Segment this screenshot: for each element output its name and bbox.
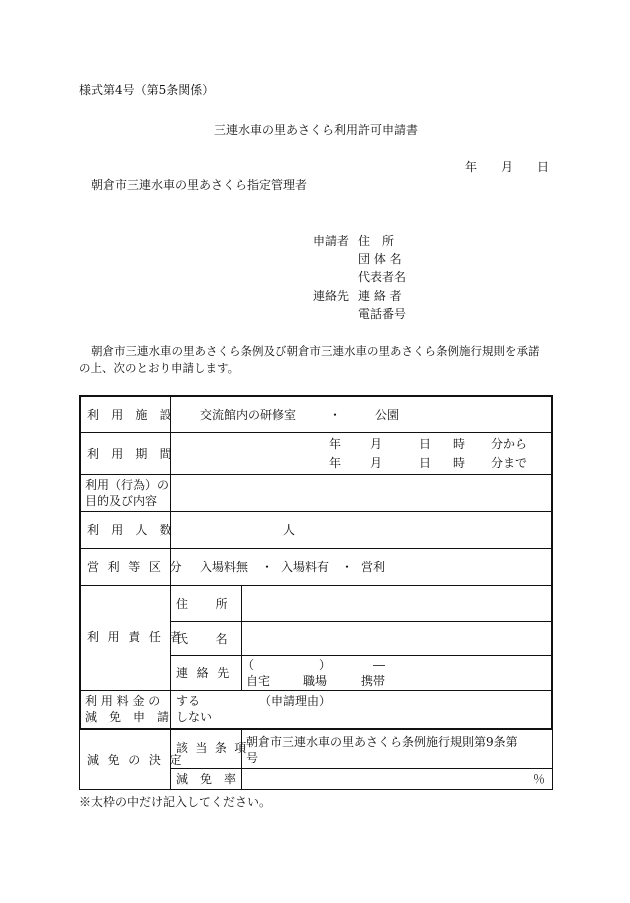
date-month: 月 xyxy=(501,160,514,174)
phone-label: 電話番号 xyxy=(358,307,407,321)
purpose-input[interactable] xyxy=(175,479,547,507)
clause-label: 該 当 条 項 xyxy=(176,741,249,755)
facility-separator: ・ xyxy=(329,408,342,422)
decision-label: 減 免 の 決 定 xyxy=(87,753,184,767)
phone-paren-open: （ xyxy=(242,658,255,672)
purpose-label-2: 目的及び内容 xyxy=(85,494,158,508)
category-separator-2: ・ xyxy=(341,560,354,574)
fee-reduction-reason: （申請理由） xyxy=(259,694,332,708)
period-from-year: 年 xyxy=(329,437,342,451)
responsible-contact-label: 連 絡 先 xyxy=(176,666,232,680)
fee-reduction-no[interactable]: しない xyxy=(176,710,213,724)
applicant-address-label: 住 所 xyxy=(358,234,395,248)
period-from-day: 日 xyxy=(419,437,432,451)
period-to-day: 日 xyxy=(419,456,432,470)
phone-paren-close: ） xyxy=(319,658,332,672)
facility-option-park[interactable]: 公園 xyxy=(375,408,400,422)
application-form-table xyxy=(79,395,553,790)
clause-text-2: 号 xyxy=(246,751,259,765)
form-number: 様式第4号（第5条関係） xyxy=(79,83,215,97)
intro-line-1: 朝倉市三連水車の里あさくら条例及び朝倉市三連水車の里あさくら条例施行規則を承諾 xyxy=(91,344,540,358)
period-from-min: 分から xyxy=(491,437,528,451)
date-day: 日 xyxy=(537,160,550,174)
category-option-free[interactable]: 入場料無 xyxy=(200,560,249,574)
footnote: ※太枠の中だけ記入してください。 xyxy=(79,795,272,809)
period-to-month: 月 xyxy=(370,456,383,470)
document-title: 三連水車の里あさくら利用許可申請書 xyxy=(214,123,419,137)
applicant-label: 申請者 xyxy=(313,234,350,248)
purpose-label-1: 利用（行為）の xyxy=(85,478,170,492)
applicant-org-label: 団 体 名 xyxy=(358,252,402,266)
people-unit: 人 xyxy=(283,523,296,537)
responsible-address-label: 住 所 xyxy=(176,597,229,611)
rate-label: 減 免 率 xyxy=(176,772,237,786)
fee-reduction-label-2: 減 免 申 請 xyxy=(85,710,170,724)
period-to-hour: 時 xyxy=(453,456,466,470)
phone-type-mobile[interactable]: 携帯 xyxy=(361,674,386,688)
phone-type-home[interactable]: 自宅 xyxy=(246,674,271,688)
applicant-rep-label: 代表者名 xyxy=(358,270,407,284)
people-label: 利 用 人 数 xyxy=(87,523,176,537)
fee-reduction-label-1: 利 用 料 金 の xyxy=(85,694,161,708)
category-option-paid[interactable]: 入場料有 xyxy=(281,560,330,574)
intro-line-2: の上、次のとおり申請します。 xyxy=(79,361,240,375)
phone-dash: ― xyxy=(373,658,385,672)
date-year: 年 xyxy=(465,160,478,174)
period-from-month: 月 xyxy=(370,437,383,451)
responsible-label: 利 用 責 任 者 xyxy=(87,630,184,644)
phone-type-work[interactable]: 職場 xyxy=(303,674,328,688)
responsible-name-label: 氏 名 xyxy=(176,632,229,646)
category-label: 営 利 等 区 分 xyxy=(87,560,184,574)
period-to-year: 年 xyxy=(329,456,342,470)
period-label: 利 用 期 間 xyxy=(87,447,176,461)
addressee: 朝倉市三連水車の里あさくら指定管理者 xyxy=(91,178,308,192)
rate-percent: ％ xyxy=(533,772,546,786)
period-to-min: 分まで xyxy=(491,456,528,470)
facility-option-training-room[interactable]: 交流館内の研修室 xyxy=(200,408,297,422)
fee-reduction-yes[interactable]: する xyxy=(176,694,201,708)
contact-label: 連絡先 xyxy=(313,289,350,303)
facility-label: 利 用 施 設 xyxy=(87,408,176,422)
contact-person-label: 連 絡 者 xyxy=(358,289,402,303)
clause-text-1: 朝倉市三連水車の里あさくら条例施行規則第9条第 xyxy=(246,735,518,749)
category-separator-1: ・ xyxy=(261,560,274,574)
category-option-profit[interactable]: 営利 xyxy=(361,560,386,574)
period-from-hour: 時 xyxy=(453,437,466,451)
